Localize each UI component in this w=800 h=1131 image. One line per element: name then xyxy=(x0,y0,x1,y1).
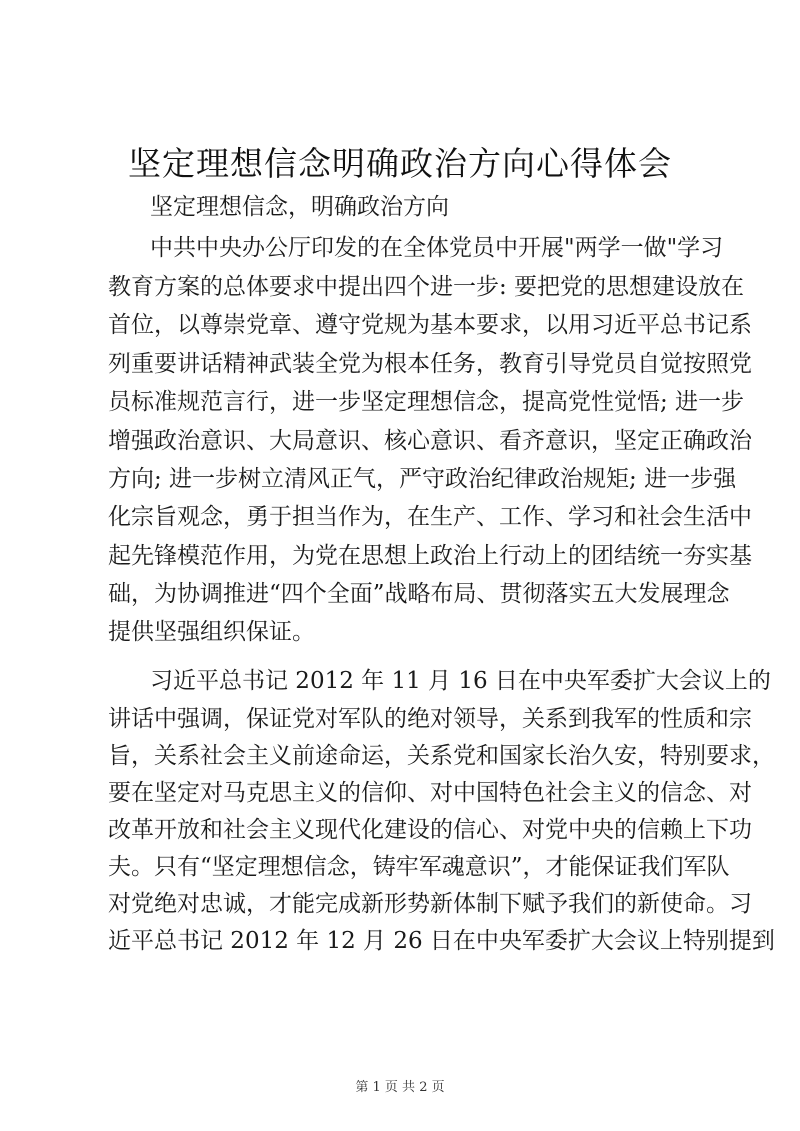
page-number: 第 1 页 共 2 页 xyxy=(355,1080,445,1095)
text-line: 要在坚定对马克思主义的信仰、对中国特色社会主义的信念、对 xyxy=(108,780,752,806)
text-line: 教育方案的总体要求中提出四个进一步: 要把党的思想建设放在 xyxy=(108,274,745,300)
text-line: 首位，以尊崇党章、遵守党规为基本要求，以用习近平总书记系 xyxy=(108,312,752,338)
text-line: 讲话中强调，保证党对军队的绝对领导，关系到我军的性质和宗 xyxy=(108,706,752,732)
subtitle: 坚定理想信念，明确政治方向 xyxy=(150,194,449,220)
text-line: 员标准规范言行，进一步坚定理想信念，提高党性觉悟; 进一步 xyxy=(108,389,745,415)
text-line: 方向; 进一步树立清风正气，严守政治纪律政治规矩; 进一步强 xyxy=(108,466,737,492)
text-line: 化宗旨观念，勇于担当作为，在生产、工作、学习和社会生活中 xyxy=(108,504,752,530)
text-line: 中共中央办公厅印发的在全体党员中开展"两学一做"学习 xyxy=(150,235,724,261)
text-line: 对党绝对忠诚，才能完成新形势新体制下赋予我们的新使命。习 xyxy=(108,891,752,917)
document-title: 坚定理想信念明确政治方向心得体会 xyxy=(128,144,672,183)
text-line: 增强政治意识、大局意识、核心意识、看齐意识，坚定正确政治 xyxy=(108,428,752,454)
text-line: 起先锋模范作用，为党在思想上政治上行动上的团结统一夯实基 xyxy=(108,543,752,569)
text-line: 础，为协调推进“四个全面”战略布局、贯彻落实五大发展理念 xyxy=(108,581,730,607)
text-line: 列重要讲话精神武装全党为根本任务，教育引导党员自觉按照党 xyxy=(108,351,752,377)
text-line: 改革开放和社会主义现代化建设的信心、对党中央的信赖上下功 xyxy=(108,817,752,843)
text-line: 夫。只有“坚定理想信念，铸牢军魂意识”，才能保证我们军队 xyxy=(108,854,730,880)
text-line: 旨，关系社会主义前途命运，关系党和国家长治久安，特别要求， xyxy=(108,743,775,769)
text-line: 习近平总书记 2012 年 11 月 16 日在中央军委扩大会议上的 xyxy=(150,668,771,694)
text-line: 提供坚强组织保证。 xyxy=(108,619,315,645)
text-line: 近平总书记 2012 年 12 月 26 日在中央军委扩大会议上特别提到 xyxy=(108,928,775,954)
